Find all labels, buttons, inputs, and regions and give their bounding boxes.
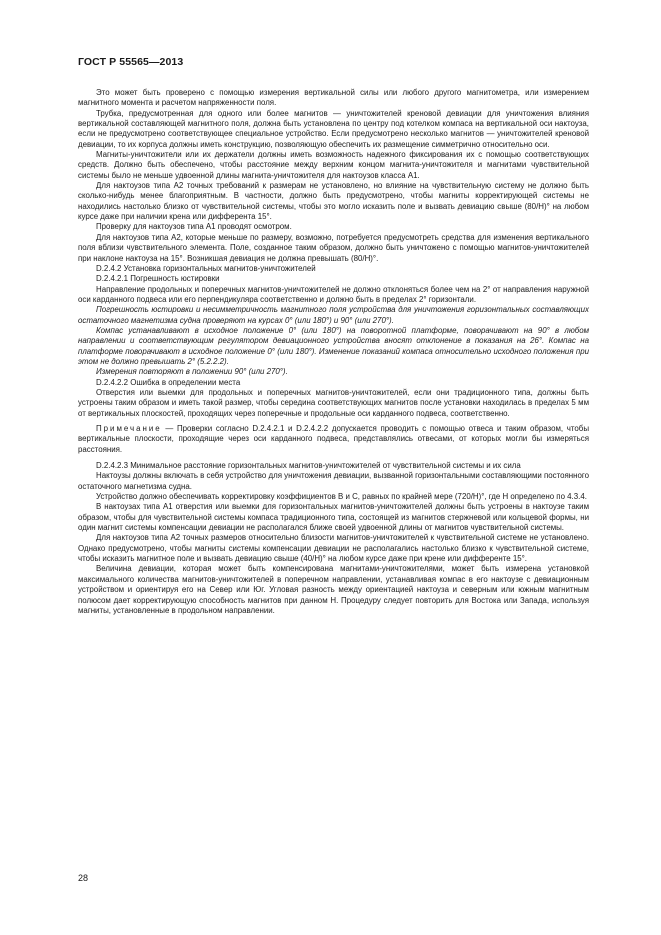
- section-heading: D.2.4.2 Установка горизонтальных магнитов-уничтожителей: [96, 263, 316, 273]
- paragraph: Трубка, предусмотренная для одного или более магнитов — уничтожителей креновой девиации для уничтожения влияния вертикальной составляющей магнитного поля, должна быть установлена по центру под котелком компаса на вертикальной оси нактоуза, если не предусмотрено соответствующее специальное устройство. Если предусмотрено несколько магнитов — уничтожителей креновой девиации, то их корпуса должны иметь конструкцию, позволяющую обеспечить их размещение симметрично относительно оси.: [78, 108, 589, 149]
- subsection-heading: D.2.4.2.3 Минимальное расстояние горизонтальных магнитов-уничтожителей от чувствительной системы и их сила: [96, 461, 521, 471]
- italic-paragraph: Компас устанавливают в исходное положение 0° (или 180°) на поворотной платформе, поворачивают на 90° в любом направлении и соответствующим регулятором девиационного устройства вносят отклонение в показания на 26°. Компас на платформе поворачивают в исходное положение 0° (или 180°). Изменение показаний компаса относительно исходного положения при этом не должно превышать 2° (5.2.2.2).: [78, 325, 589, 366]
- document-header: ГОСТ Р 55565—2013: [78, 56, 184, 68]
- paragraph: Отверстия или выемки для продольных и поперечных магнитов-уничтожителей, если они традиционного типа, должны быть устроены таким образом и иметь такой размер, чтобы середина соответствующих магнитов после установки находилась в пределах 5 мм от вертикальных плоскостей, проходящих через поперечные и продольные оси карданного подвеса, соответственно.: [78, 387, 589, 418]
- paragraph: Это может быть проверено с помощью измерения вертикальной силы или любого другого магнитометра, или измерением магнитного момента и расчетом напряженности поля.: [78, 88, 589, 108]
- paragraph: Для нактоузов типа А2 точных размеров относительно близости магнитов-уничтожителей к чувствительной системе не установлено. Однако предусмотрено, чтобы магниты системы компенсации девиации не располагались настолько близко к чувствительной системе, чтобы исказить магнитное поле и вызвать девиацию свыше (40/H)° на любом курсе даже при крене или дифференте 15°.: [78, 533, 589, 564]
- italic-paragraph: Погрешность юстировки и несимметричность магнитного поля устройства для уничтожения горизонтальных составляющих остаточного магнетизма судна проверяют на курсах 0° (или 180°) и 90° (или 270°).: [78, 305, 589, 325]
- paragraph: Направление продольных и поперечных магнитов-уничтожителей не должно отклоняться более чем на 2° от направления наружной оси карданного подвеса или его перпендикуляра соответственно и должно быть в пределах 2° горизонтали.: [78, 284, 589, 304]
- page-number: 28: [78, 873, 89, 883]
- paragraph: Проверку для нактоузов типа А1 проводят осмотром.: [96, 222, 292, 232]
- note-label: Примечание: [96, 424, 162, 433]
- body-text: [78, 88, 589, 616]
- note-text: — Проверки согласно D.2.4.2.1 и D.2.4.2.2 допускается проводить с помощью отвеса и таким образом, чтобы вертикальные плоскости, проходящие через оси карданного подвеса, представлялись отвесами, от которых могли бы измеряться расстояния.: [78, 424, 589, 454]
- italic-paragraph: Измерения повторяют в положении 90° (или 270°).: [96, 367, 288, 377]
- paragraph: Величина девиации, которая может быть компенсирована магнитами-уничтожителями, может быть измерена установкой максимального количества магнитов-уничтожителей в поперечном направлении, устанавливая компас в его нактоузе с девиационным устройством и ориентируя его на Север или Юг. Угловая разность между ориентацией нактоуза и северным или южным магнитным полюсом дает корректирующую способность магнитов при данном H. Процедуру следует повторить для Востока или Запада, используя магниты, установленные в продольном направлении.: [78, 564, 589, 615]
- paragraph: Устройство должно обеспечивать корректировку коэффициентов B и C, равных по крайней мере (720/H)°, где H определено по 4.3.4.: [96, 492, 587, 502]
- paragraph: Нактоузы должны включать в себя устройство для уничтожения девиации, вызванной горизонтальными составляющими постоянного остаточного магнетизма судна.: [78, 471, 589, 491]
- subsection-heading: D.2.4.2.2 Ошибка в определении места: [96, 377, 241, 387]
- subsection-heading: D.2.4.2.1 Погрешность юстировки: [96, 274, 220, 284]
- note: [78, 424, 589, 455]
- paragraph: Для нактоузов типа А2 точных требований к размерам не установлено, но влияние на чувствительную систему не должно быть сколько-нибудь менее благоприятным. В частности, должно быть предусмотрено, чтобы магниты корректирующей системы не находились настолько близко от чувствительной системы, чтобы это могло исказить поле и вызвать девиацию свыше (80/H)° на любом курсе даже при наличии крена или дифферента 15°.: [78, 181, 589, 222]
- paragraph: Для нактоузов типа А2, которые меньше по размеру, возможно, потребуется предусмотреть средства для изменения вертикального поля вблизи чувствительного элемента. Поле, созданное таким образом, должно быть уничтожено с помощью магнитов-уничтожителей при наклоне нактоуза на 15°. Возникшая девиация не должна превышать (80/H)°.: [78, 232, 589, 263]
- paragraph: В нактоузах типа А1 отверстия или выемки для горизонтальных магнитов-уничтожителей должны быть устроены в нактоузе таким образом, чтобы для чувствительной системы компаса традиционного типа, состоящей из магнитов стержневой или кольцевой формы, ни один магнит системы компенсации девиации не располагался ближе своей удвоенной длины от магнитов чувствительной системы.: [78, 502, 589, 533]
- paragraph: Магниты-уничтожители или их держатели должны иметь возможность надежного фиксирования их с помощью соответствующих средств. Должно быть обеспечено, чтобы расстояние между верхним концом магнита-уничтожителя и магнитами чувствительной системы было не меньше удвоенной длины магнита-уничтожителя для нактоузов класса А1.: [78, 150, 589, 180]
